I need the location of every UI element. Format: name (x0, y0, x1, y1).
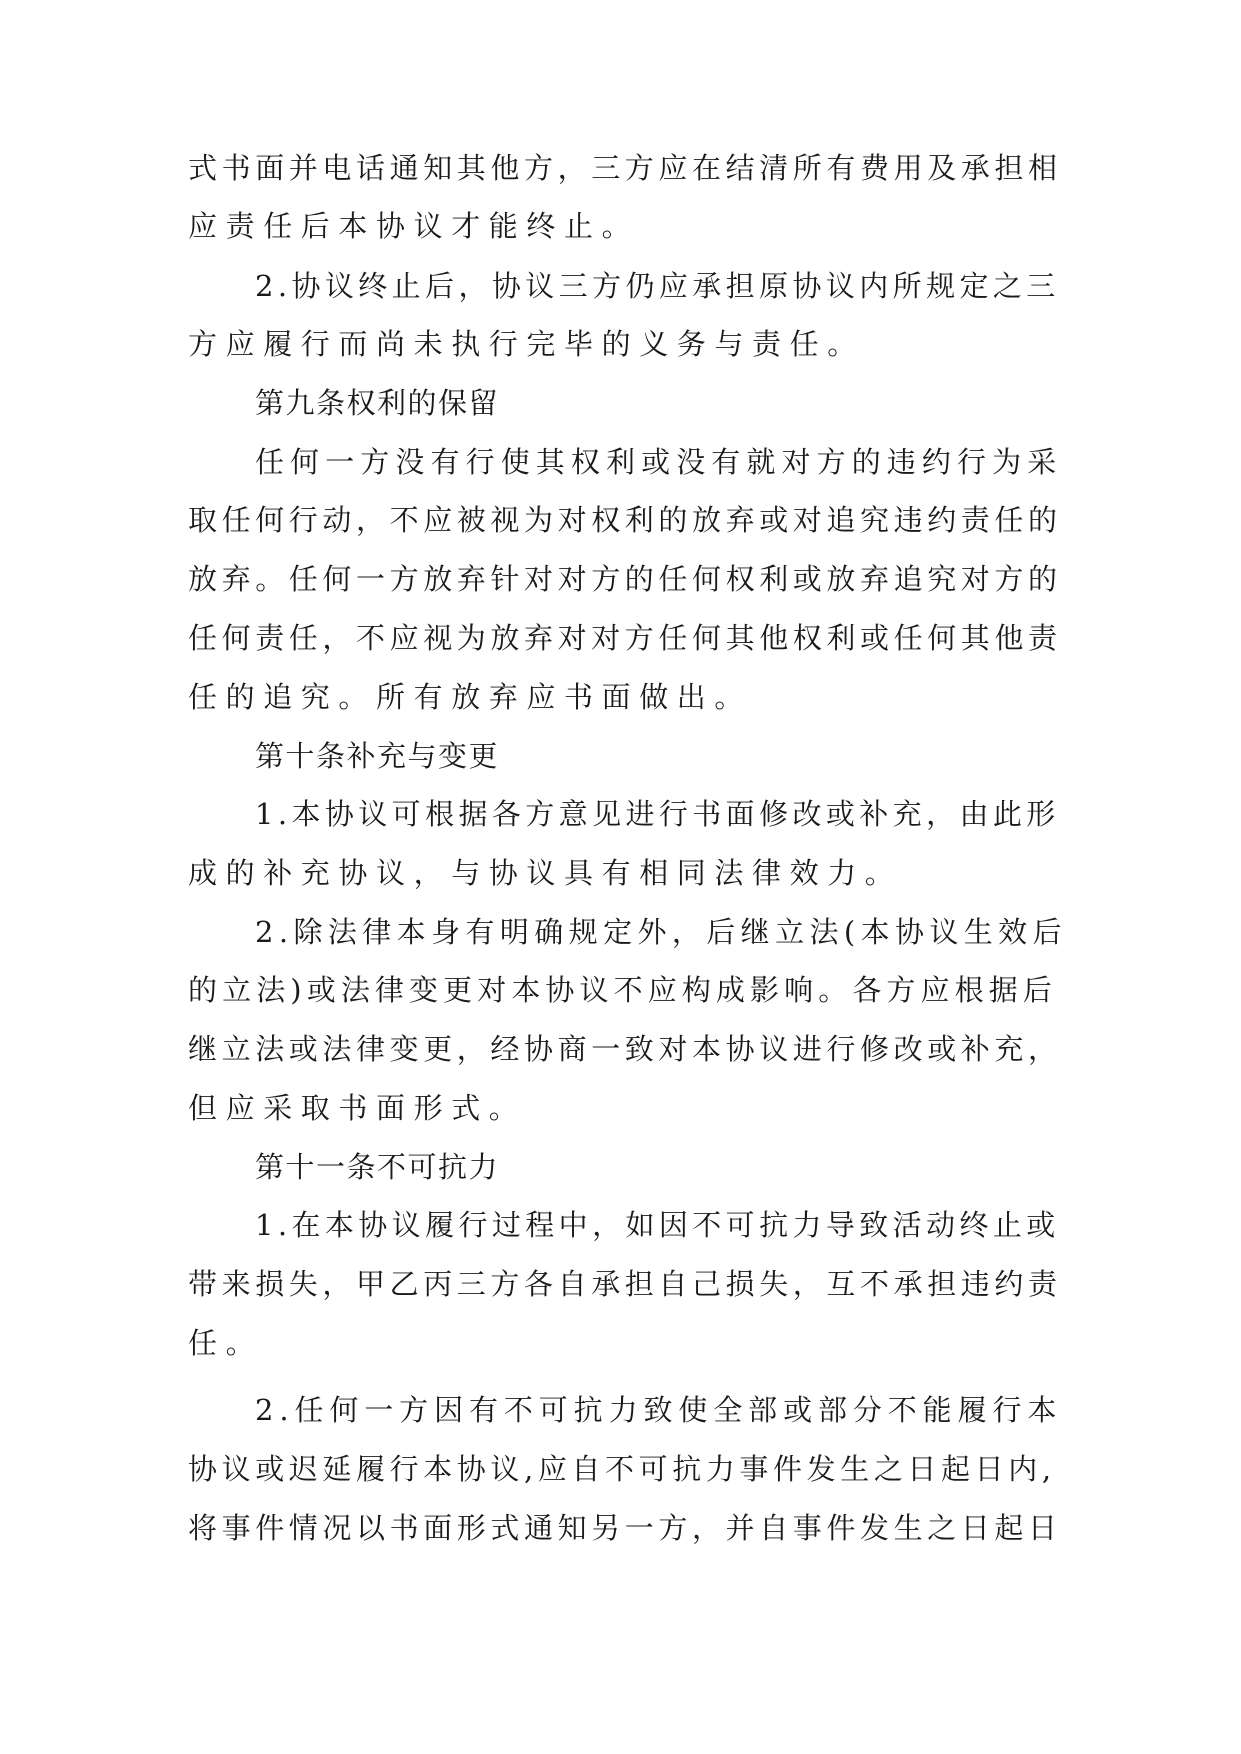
text-line: 1.本协议可根据各方意见进行书面修改或补充，由此形 (255, 797, 1060, 831)
text-line: 的立法)或法律变更对本协议不应构成影响。各方应根据后 (188, 973, 1057, 1007)
text-line: 继立法或法律变更，经协商一致对本协议进行修改或补充， (188, 1032, 1062, 1066)
text-line: 将事件情况以书面形式通知另一方，并自事件发生之日起日 (188, 1511, 1062, 1545)
text-line: 任何责任，不应视为放弃对对方任何其他权利或任何其他责 (188, 621, 1062, 655)
text-line: 带来损失，甲乙丙三方各自承担自己损失，互不承担违约责 (188, 1267, 1062, 1301)
text-line: 成的补充协议，与协议具有相同法律效力。 (188, 856, 903, 890)
section-heading: 第九条权利的保留 (255, 386, 500, 420)
text-line: 放弃。任何一方放弃针对对方的任何权利或放弃追究对方的 (188, 562, 1062, 596)
text-line: 式书面并电话通知其他方，三方应在结清所有费用及承担相 (188, 151, 1062, 185)
text-line: 任何一方没有行使其权利或没有就对方的违约行为采 (255, 445, 1063, 479)
text-line: 协议或迟延履行本协议,应自不可抗力事件发生之日起日内, (188, 1452, 1056, 1486)
text-line: 应责任后本协议才能终止。 (188, 209, 640, 243)
text-line: 方应履行而尚未执行完毕的义务与责任。 (188, 327, 865, 361)
text-line: 1.在本协议履行过程中，如因不可抗力导致活动终止或 (255, 1208, 1060, 1242)
text-line: 取任何行动，不应被视为对权利的放弃或对追究违约责任的 (188, 503, 1062, 537)
text-line: 2.协议终止后，协议三方仍应承担原协议内所规定之三 (255, 269, 1060, 303)
text-line: 2.除法律本身有明确规定外，后继立法(本协议生效后 (255, 915, 1067, 949)
text-line: 任的追究。所有放弃应书面做出。 (188, 680, 753, 714)
text-line: 但应采取书面形式。 (188, 1091, 527, 1125)
text-line: 任。 (188, 1326, 264, 1360)
section-heading: 第十条补充与变更 (255, 739, 500, 773)
section-heading: 第十一条不可抗力 (255, 1150, 500, 1184)
text-line: 2.任何一方因有不可抗力致使全部或部分不能履行本 (255, 1393, 1063, 1427)
